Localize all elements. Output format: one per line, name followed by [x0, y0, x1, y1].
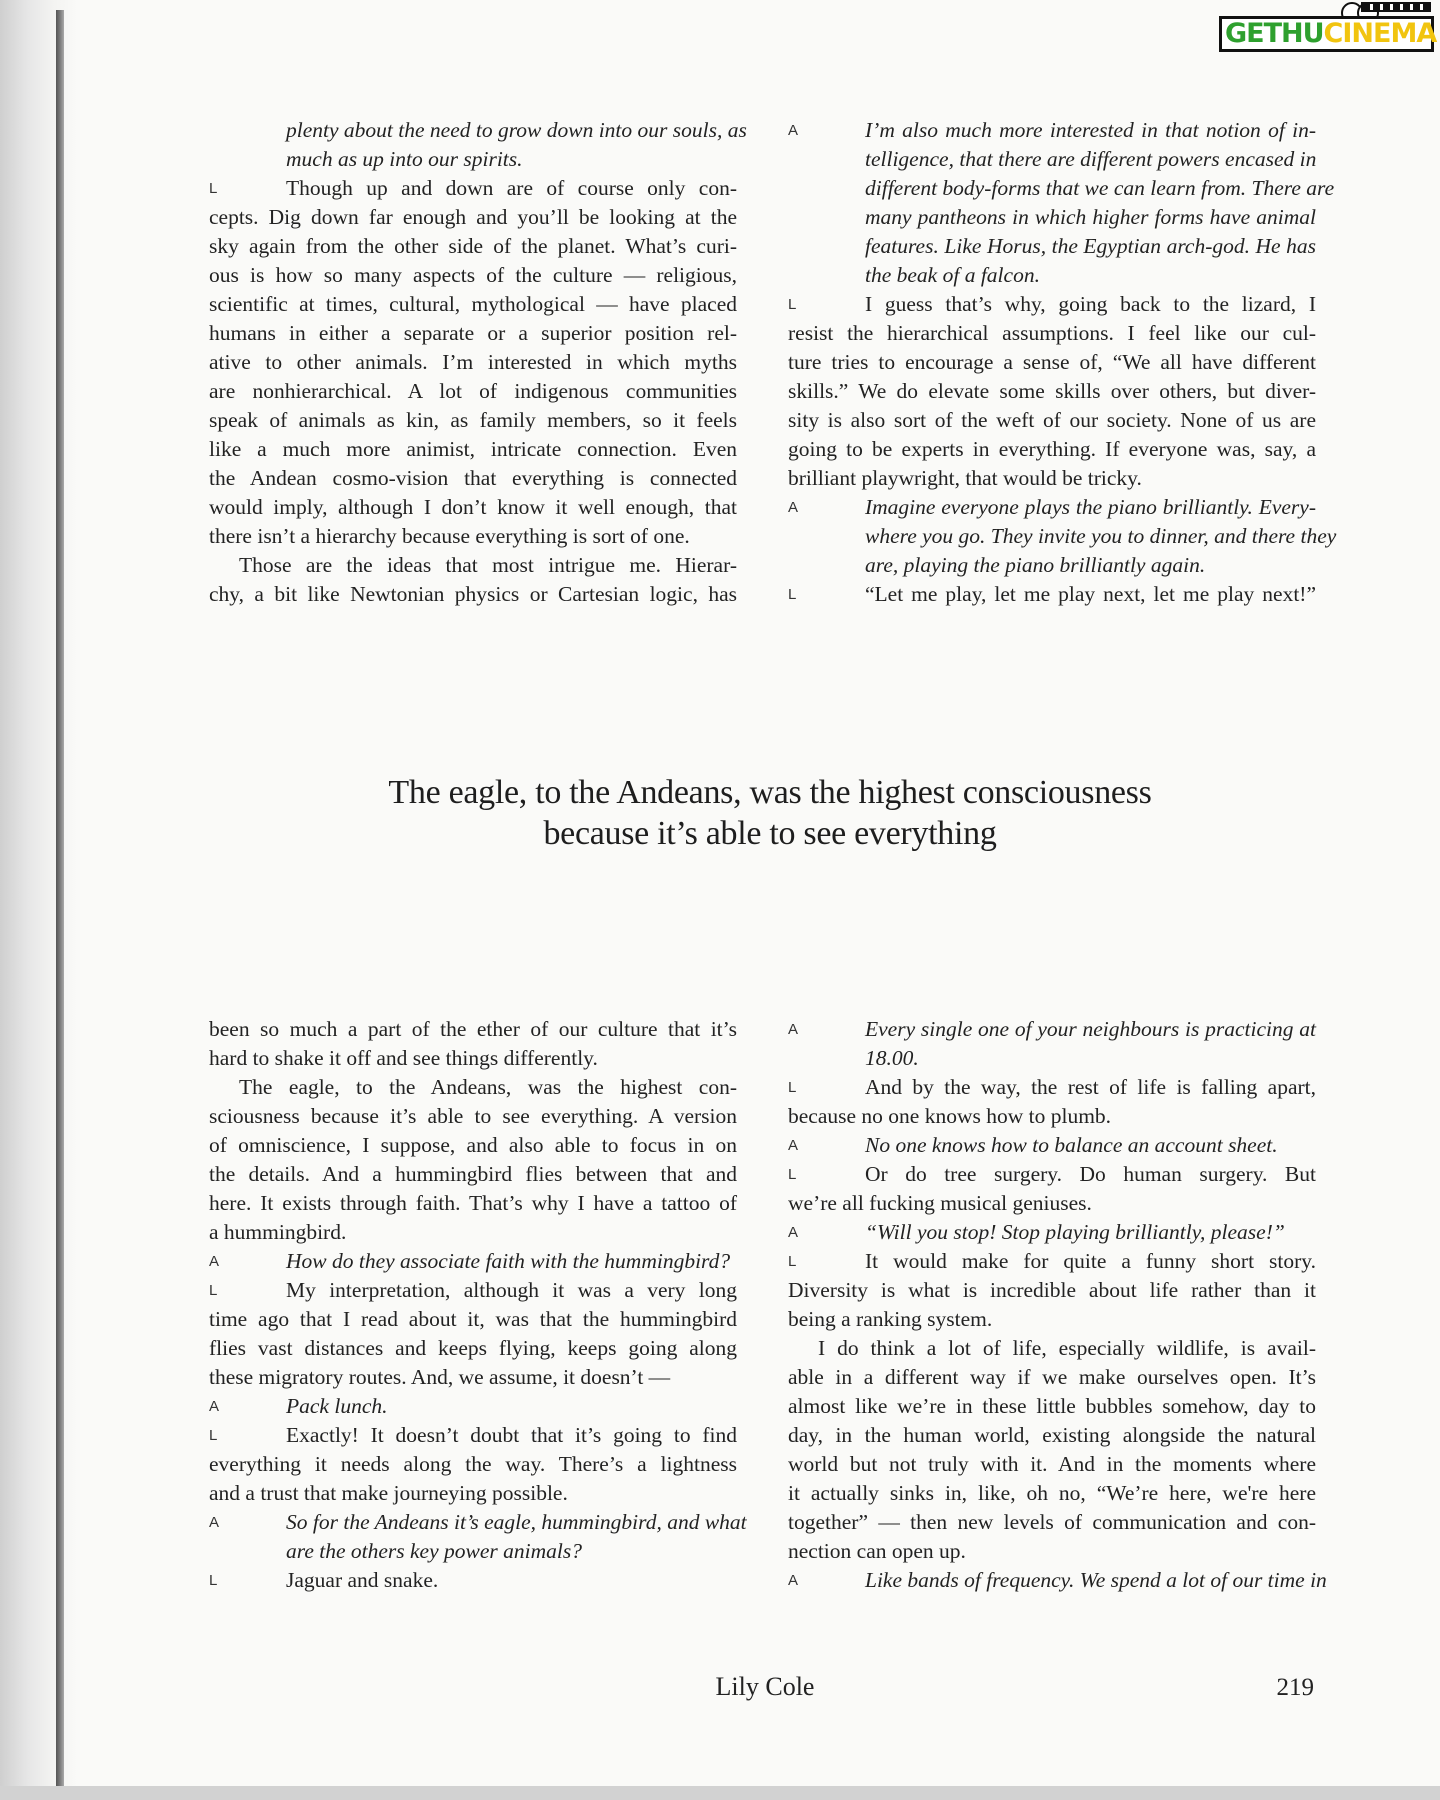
line-text: nection can open up.	[788, 1539, 966, 1563]
text-line	[209, 1131, 737, 1160]
speaker-label: A	[788, 122, 800, 139]
text-line	[209, 1305, 737, 1334]
text-line	[788, 1479, 1316, 1508]
line-text: How do they associate faith with the hummingbird?	[286, 1249, 731, 1273]
speaker-label: A	[788, 1572, 800, 1589]
text-line	[209, 1392, 737, 1421]
line-text: Though up and down are of course only con-	[286, 176, 737, 200]
speaker-label: L	[788, 1253, 798, 1270]
text-line	[209, 1479, 737, 1508]
text-line	[209, 232, 737, 261]
text-line	[788, 1334, 1316, 1363]
line-text: telligence, that there are different powers encased in	[865, 147, 1317, 171]
text-line	[209, 1334, 737, 1363]
line-text: plenty about the need to grow down into our souls, as	[286, 118, 747, 142]
text-line	[788, 1450, 1316, 1479]
line-text: So for the Andeans it’s eagle, hummingbird, and what	[286, 1510, 747, 1534]
speaker-label: A	[209, 1514, 221, 1531]
line-text: almost like we’re in these little bubbles somehow, day to	[788, 1394, 1316, 1418]
line-text: “Let me play, let me play next, let me play next!”	[865, 582, 1316, 606]
line-text: the beak of a falcon.	[865, 263, 1040, 287]
text-line	[788, 1537, 1316, 1566]
text-line	[209, 1073, 737, 1102]
text-line	[788, 1218, 1316, 1247]
text-line	[209, 1566, 737, 1595]
pull-quote	[300, 772, 1240, 854]
line-text: because no one knows how to plumb.	[788, 1104, 1112, 1128]
line-text: My interpretation, although it was a very long	[286, 1278, 737, 1302]
text-line	[209, 1102, 737, 1131]
text-line	[788, 116, 1316, 145]
speaker-label: L	[788, 1079, 798, 1096]
line-text: a hummingbird.	[209, 1220, 347, 1244]
line-text: ous is how so many aspects of the culture — religious,	[209, 263, 737, 287]
text-line	[209, 1508, 747, 1537]
line-text: cepts. Dig down far enough and you’ll be looking at the	[209, 205, 737, 229]
line-text: different body-forms that we can learn from. There are	[865, 176, 1335, 200]
film-strip-icon	[1361, 2, 1431, 12]
line-text: Pack lunch.	[286, 1394, 388, 1418]
line-text: It would make for quite a funny short story.	[865, 1249, 1316, 1273]
line-text: are, playing the piano brilliantly again.	[865, 553, 1206, 577]
text-line	[209, 377, 737, 406]
line-text: Diversity is what is incredible about life rather than it	[788, 1278, 1316, 1302]
text-line	[209, 1450, 737, 1479]
line-text: we’re all fucking musical geniuses.	[788, 1191, 1092, 1215]
speaker-label: L	[209, 1282, 219, 1299]
line-text: Or do tree surgery. Do human surgery. But	[865, 1162, 1316, 1186]
text-line	[788, 1421, 1316, 1450]
line-text: flies vast distances and keeps flying, keeps going along	[209, 1336, 737, 1360]
line-text: many pantheons in which higher forms have animal	[865, 205, 1316, 229]
line-text: being a ranking system.	[788, 1307, 993, 1331]
line-text: ative to other animals. I’m interested in which myths	[209, 350, 737, 374]
text-line	[788, 1044, 1316, 1073]
text-line	[209, 551, 737, 580]
line-text: scientific at times, cultural, mythological — have placed	[209, 292, 737, 316]
speaker-label: L	[788, 1166, 798, 1183]
text-line	[209, 1247, 737, 1276]
line-text: day, in the human world, existing alongside the natural	[788, 1423, 1316, 1447]
pull-quote-line-1: The eagle, to the Andeans, was the highest consciousness	[388, 774, 1152, 811]
footer-author-name: Lily Cole	[715, 1672, 815, 1701]
text-line	[788, 1102, 1316, 1131]
line-text: “Will you stop! Stop playing brilliantly, please!”	[865, 1220, 1285, 1244]
text-line	[788, 493, 1316, 522]
line-text: Exactly! It doesn’t doubt that it’s going to find	[286, 1423, 737, 1447]
line-text: like a much more animist, intricate connection. Even	[209, 437, 737, 461]
line-text: resist the hierarchical assumptions. I feel like our cul-	[788, 321, 1316, 345]
line-text: going to be experts in everything. If everyone was, say, a	[788, 437, 1316, 461]
text-line	[209, 1537, 737, 1566]
text-line	[788, 1363, 1316, 1392]
text-line	[209, 1160, 737, 1189]
line-text: speak of animals as kin, as family members, so it feels	[209, 408, 737, 432]
top-left-column	[209, 116, 747, 609]
text-line	[788, 551, 1316, 580]
line-text: of omniscience, I suppose, and also able to focus in on	[209, 1133, 737, 1157]
line-text: where you go. They invite you to dinner, and there they	[865, 524, 1337, 548]
text-line	[209, 1044, 737, 1073]
speaker-label: L	[788, 586, 798, 603]
speaker-label: A	[788, 1137, 800, 1154]
line-text: able in a different way if we make ourselves open. It’s	[788, 1365, 1316, 1389]
text-line	[209, 522, 737, 551]
text-line	[209, 464, 737, 493]
pull-quote-line-2: because it’s able to see everything	[543, 815, 997, 852]
text-line	[209, 116, 747, 145]
text-line	[788, 1160, 1316, 1189]
line-text: and a trust that make journeying possible.	[209, 1481, 568, 1505]
text-line	[788, 1276, 1316, 1305]
text-line	[209, 145, 737, 174]
text-line	[209, 203, 737, 232]
line-text: the details. And a hummingbird flies between that and	[209, 1162, 737, 1186]
text-line	[788, 464, 1316, 493]
line-text: been so much a part of the ether of our culture that it’s	[209, 1017, 737, 1041]
line-text: And by the way, the rest of life is falling apart,	[865, 1075, 1316, 1099]
line-text: ture tries to encourage a sense of, “We all have different	[788, 350, 1316, 374]
line-text: sity is also sort of the weft of our society. None of us are	[788, 408, 1316, 432]
text-line	[788, 406, 1316, 435]
speaker-label: A	[788, 1021, 800, 1038]
text-line	[788, 1392, 1316, 1421]
watermark-logo	[1219, 2, 1437, 54]
text-line	[788, 203, 1316, 232]
line-text: brilliant playwright, that would be tricky.	[788, 466, 1142, 490]
text-line	[788, 174, 1335, 203]
page-gutter-shadow	[0, 0, 78, 1786]
speaker-label: A	[788, 499, 800, 516]
line-text: it actually sinks in, like, oh no, “We’re here, we're here	[788, 1481, 1316, 1505]
text-line	[788, 1189, 1316, 1218]
line-text: everything it needs along the way. There’s a lightness	[209, 1452, 737, 1476]
speaker-label: A	[209, 1253, 221, 1270]
text-line	[209, 435, 737, 464]
logo-text-part2: CINEMA	[1323, 18, 1437, 49]
text-line	[788, 232, 1316, 261]
bottom-left-column	[209, 1015, 747, 1595]
text-line	[788, 377, 1316, 406]
line-text: 18.00.	[865, 1046, 919, 1070]
line-text: The eagle, to the Andeans, was the highest con-	[239, 1075, 737, 1099]
text-line	[209, 261, 737, 290]
logo-text-part1: GETHU	[1225, 18, 1324, 49]
line-text: much as up into our spirits.	[286, 147, 523, 171]
text-line	[209, 290, 737, 319]
line-text: No one knows how to balance an account sheet.	[865, 1133, 1278, 1157]
line-text: hard to shake it off and see things differently.	[209, 1046, 598, 1070]
text-line	[788, 1566, 1327, 1595]
text-line	[788, 435, 1316, 464]
text-line	[788, 580, 1316, 609]
text-line	[788, 1247, 1316, 1276]
line-text: time ago that I read about it, was that the hummingbird	[209, 1307, 737, 1331]
text-line	[209, 406, 737, 435]
text-line	[788, 1508, 1316, 1537]
line-text: the Andean cosmo-vision that everything is connected	[209, 466, 737, 490]
text-line	[788, 319, 1316, 348]
text-line	[209, 1421, 737, 1450]
line-text: features. Like Horus, the Egyptian arch-god. He has	[865, 234, 1316, 258]
line-text: I guess that’s why, going back to the lizard, I	[865, 292, 1316, 316]
line-text: sciousness because it’s able to see everything. A version	[209, 1104, 737, 1128]
line-text: humans in either a separate or a superior position rel-	[209, 321, 737, 345]
logo-text	[1225, 18, 1436, 50]
text-line	[209, 580, 737, 609]
line-text: Imagine everyone plays the piano brilliantly. Every-	[865, 495, 1316, 519]
line-text: Those are the ideas that most intrigue me. Hierar-	[239, 553, 737, 577]
line-text: chy, a bit like Newtonian physics or Cartesian logic, has	[209, 582, 737, 606]
line-text: Jaguar and snake.	[286, 1568, 439, 1592]
line-text: are nonhierarchical. A lot of indigenous communities	[209, 379, 737, 403]
text-line	[788, 145, 1316, 174]
text-line	[209, 1363, 737, 1392]
text-line	[209, 174, 737, 203]
text-line	[788, 1015, 1316, 1044]
footer-page-number: 219	[1276, 1674, 1314, 1701]
bottom-right-column	[788, 1015, 1327, 1595]
speaker-label: L	[209, 1572, 219, 1589]
line-text: I’m also much more interested in that notion of in-	[865, 118, 1316, 142]
speaker-label: L	[788, 296, 798, 313]
line-text: sky again from the other side of the planet. What’s curi-	[209, 234, 737, 258]
speaker-label: A	[788, 1224, 800, 1241]
text-line	[788, 522, 1337, 551]
line-text: Like bands of frequency. We spend a lot of our time in	[865, 1568, 1327, 1592]
text-line	[788, 1073, 1316, 1102]
line-text: there isn’t a hierarchy because everything is sort of one.	[209, 524, 690, 548]
text-line	[209, 1189, 737, 1218]
book-spine	[56, 10, 64, 1786]
line-text: world but not truly with it. And in the moments where	[788, 1452, 1316, 1476]
speaker-label: L	[209, 180, 219, 197]
text-line	[209, 1015, 737, 1044]
text-line	[209, 493, 737, 522]
line-text: here. It exists through faith. That’s why I have a tattoo of	[209, 1191, 737, 1215]
speaker-label: L	[209, 1427, 219, 1444]
text-line	[209, 319, 737, 348]
speaker-label: A	[209, 1398, 221, 1415]
text-line	[209, 348, 737, 377]
text-line	[788, 1131, 1316, 1160]
line-text: together” — then new levels of communication and con-	[788, 1510, 1316, 1534]
line-text: Every single one of your neighbours is practicing at	[865, 1017, 1316, 1041]
line-text: would imply, although I don’t know it well enough, that	[209, 495, 737, 519]
text-line	[788, 348, 1316, 377]
text-line	[788, 290, 1316, 319]
text-line	[209, 1218, 737, 1247]
line-text: these migratory routes. And, we assume, it doesn’t —	[209, 1365, 671, 1389]
text-line	[788, 1305, 1316, 1334]
text-line	[209, 1276, 737, 1305]
top-right-column	[788, 116, 1337, 609]
line-text: are the others key power animals?	[286, 1539, 582, 1563]
line-text: I do think a lot of life, especially wildlife, is avail-	[818, 1336, 1316, 1360]
text-line	[788, 261, 1316, 290]
line-text: skills.” We do elevate some skills over others, but diver-	[788, 379, 1316, 403]
